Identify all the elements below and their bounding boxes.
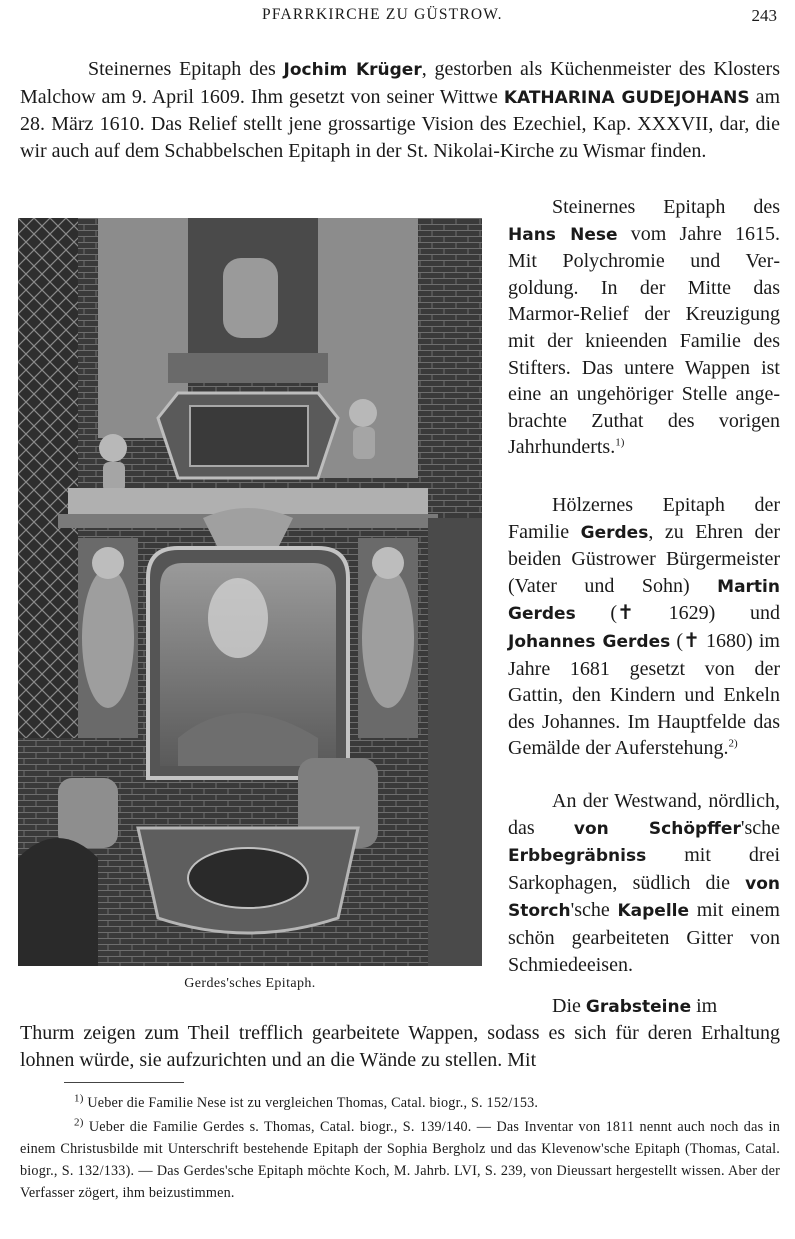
footnote-1 xyxy=(20,1092,780,1114)
text-run: 'sche xyxy=(740,816,780,839)
text-run: Steinernes Epitaph des xyxy=(552,196,780,218)
name-von-storch: von Storch xyxy=(508,873,780,922)
footnote-mark: 2) xyxy=(74,1116,84,1129)
name-jochim-krueger: Jochim Krüger xyxy=(283,60,422,80)
text-run: im xyxy=(691,995,718,1017)
text-run: mit einem schön gearbeiteten Gitter von Schmiedeeisen. xyxy=(508,899,780,976)
footnote-ref-1: 1) xyxy=(615,436,625,449)
text-run: vom Jahre 1615. Mit Polychromie und Vergoldung. In der Mitte das Marmor-Relief der Kreuzigung mit der knieenden Familie des Stifters. Das untere Wappen ist eine an ungehöriger Stelle angebrachte Zuthat des vorigen Jahrhunderts. xyxy=(508,222,780,459)
term-erbbegraebniss: Erbbegräbniss xyxy=(508,846,647,867)
text-run: Hölzernes Epitaph der Familie xyxy=(508,494,780,543)
text-run: An der Westwand, nördlich, das xyxy=(508,790,780,839)
name-hans-nese: Hans Nese xyxy=(508,224,618,245)
text-run: (✝ 1629) und xyxy=(575,602,780,625)
name-von-schoepffer: von Schöpffer xyxy=(573,818,741,839)
page-number: 243 xyxy=(751,6,777,25)
paragraph-gerdes-epitaph xyxy=(508,492,780,762)
footnote-ref-2: 2) xyxy=(728,737,738,750)
text-run: mit drei Sarkophagen, südlich die xyxy=(508,844,780,894)
page-header xyxy=(0,6,795,30)
footnote-divider xyxy=(64,1082,184,1083)
paragraph-grabsteine-continued: Thurm zeigen zum Theil trefflich gearbeitete Wappen, sodass es sich für deren Erhaltung lohnen würde, sie aufzurichten und an die Wände zu stellen. Mit xyxy=(20,1022,780,1071)
name-katharina-gudejohans: KATHARINA GUDEJOHANS xyxy=(503,87,750,108)
term-grabsteine: Grabsteine xyxy=(585,997,692,1017)
figure-caption: Gerdes'sches Epitaph. xyxy=(184,976,316,991)
intro-paragraph xyxy=(20,56,780,164)
term-kapelle: Kapelle xyxy=(617,901,690,922)
text-run: Steinernes Epitaph des xyxy=(88,58,284,80)
text-run: 'sche xyxy=(570,899,618,922)
paragraph-grabsteine-start xyxy=(508,993,780,1021)
paragraph-nese-epitaph xyxy=(508,194,780,461)
name-martin-gerdes: Martin Gerdes xyxy=(508,576,780,625)
text-run: , zu Ehren der beiden Güstrower Bürgermeister (Vater und Sohn) xyxy=(508,520,781,597)
text-run: Die xyxy=(552,995,586,1017)
running-title: PFARRKIRCHE ZU GÜSTROW. xyxy=(262,6,503,23)
paragraph-westwand xyxy=(508,788,780,978)
name-johannes-gerdes: Johannes Gerdes xyxy=(508,631,671,652)
footnote-text: Ueber die Familie Nese ist zu vergleichen Thomas, Catal. biogr., S. 152/153. xyxy=(83,1095,539,1111)
text-run: , gestorben als Küchenmeister des Klosters Malchow am 9. April 1609. Ihm gesetzt von seiner Wittwe xyxy=(20,58,780,108)
name-gerdes: Gerdes xyxy=(580,522,649,543)
footnote-text: Ueber die Familie Gerdes s. Thomas, Catal. biogr., S. 139/140. — Das Inventar von 1811 nennt auch noch das in einem Christusbilde mit Unterschrift bestehende Epitaph der Sophia Bergholz und das Klevenow'sche Epitaph (Thomas, Catal. biogr., S. 132/133). — Das Gerdes'sche Epitaph möchte Koch, M. Jahrb. LVI, S. 239, von Dieussart hergestellt wissen. Aber der Verfasser zögert, ihm beizustimmen. xyxy=(20,1119,780,1201)
text-run: am 28. März 1610. Das Relief stellt jene grossartige Vision des Ezechiel, Kap. XXXVII, dar, die wir auch auf dem Schabbelschen Epitaph in der St. Nikolai-Kirche zu Wismar finden. xyxy=(20,85,780,162)
epitaph-photograph xyxy=(18,218,482,966)
footnote-mark: 1) xyxy=(74,1092,84,1105)
footnote-2 xyxy=(20,1116,780,1204)
epitaph-illustration xyxy=(18,218,482,966)
text-run: (✝ 1680) im Jahre 1681 gesetzt von der Gattin, den Kindern und Enkeln des Johannes. Im Hauptfelde das Gemälde der Auferstehung. xyxy=(508,629,780,760)
